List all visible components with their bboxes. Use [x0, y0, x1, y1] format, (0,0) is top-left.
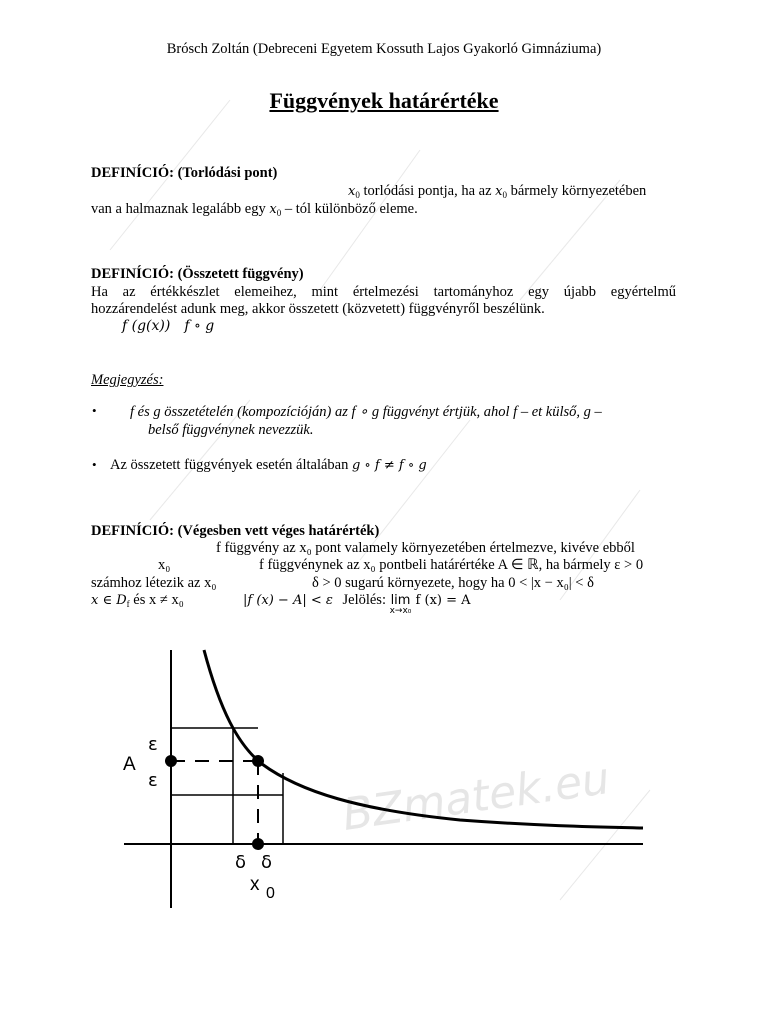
- point-on-curve: [252, 755, 264, 767]
- definition-text-line: |f (x) − A| < ε Jelölés: lim x→x₀ f (x) = A: [243, 592, 471, 616]
- label-A: A: [123, 754, 136, 775]
- page-title: Függvények határértéke: [269, 88, 499, 113]
- bullet-icon: •: [92, 457, 97, 472]
- label-delta-right: δ: [261, 852, 273, 873]
- definition-heading-torlodasi: DEFINÍCIÓ: (Torlódási pont): [91, 165, 278, 181]
- definition-heading-hatarertek: DEFINÍCIÓ: (Végesben vett véges határérték): [91, 523, 380, 539]
- graph-watermark: BZmatek.eu: [339, 752, 613, 841]
- definition-heading-osszetett: DEFINÍCIÓ: (Összetett függvény): [91, 266, 304, 282]
- label-epsilon-bottom: ε: [148, 770, 158, 791]
- point-x0: [252, 838, 264, 850]
- limit-notation: lim x→x₀: [389, 593, 412, 616]
- limit-graph: [0, 630, 768, 920]
- definition-text-line: f függvény az x₀ pont valamely környezetében értelmezve, kivéve ebből: [216, 540, 635, 556]
- label-epsilon-top: ε: [148, 734, 158, 755]
- label-delta-left: δ: [235, 852, 247, 873]
- point-A: [165, 755, 177, 767]
- label-x: x: [250, 874, 260, 895]
- definition-text-line: Ha az értékkészlet elemeihez, mint értelmezési tartományhoz egy újabb egyértelmű: [91, 284, 676, 300]
- remark-bullet-line: f és g összetételén (kompozícióján) az f ∘ g függvényt értjük, ahol f – et külső, g –: [130, 404, 602, 420]
- page-header: Brósch Zoltán (Debreceni Egyetem Kossuth Lajos Gyakorló Gimnáziuma): [166, 41, 602, 57]
- remark-bullet-line: belső függvénynek nevezzük.: [148, 422, 314, 438]
- definition-text-line: δ > 0 sugarú környezete, hogy ha 0 < |x − x₀| < δ: [312, 575, 594, 591]
- remark-bullet-line: Az összetett függvények esetén általában g ∘ f ≠ f ∘ g: [110, 457, 427, 473]
- definition-text-line: van a halmaznak legalább egy $x_0$ – tól különböző eleme.: [91, 201, 418, 218]
- composite-formula: f (g(x)) f ∘ g: [122, 318, 215, 334]
- definition-text-line: $x_0$ torlódási pontja, ha az $x_0$ bármely környezetében: [348, 183, 647, 200]
- label-x-subscript: 0: [266, 885, 275, 902]
- definition-text-line: számhoz létezik az x₀: [91, 575, 217, 591]
- watermark-line: [320, 150, 420, 290]
- definition-text-line: x ∈ $D_f$ és x ≠ x₀: [91, 592, 184, 609]
- definition-text-line: f függvénynek az x₀ pontbeli határértéke A ∈ ℝ, ha bármely ε > 0: [259, 557, 644, 573]
- bullet-icon: •: [92, 403, 97, 418]
- definition-text-line: x₀: [158, 557, 171, 573]
- definition-text-line: hozzárendelést adunk meg, akkor összetett (közvetett) függvényről beszélünk.: [91, 301, 545, 317]
- remark-label: Megjegyzés:: [91, 372, 164, 388]
